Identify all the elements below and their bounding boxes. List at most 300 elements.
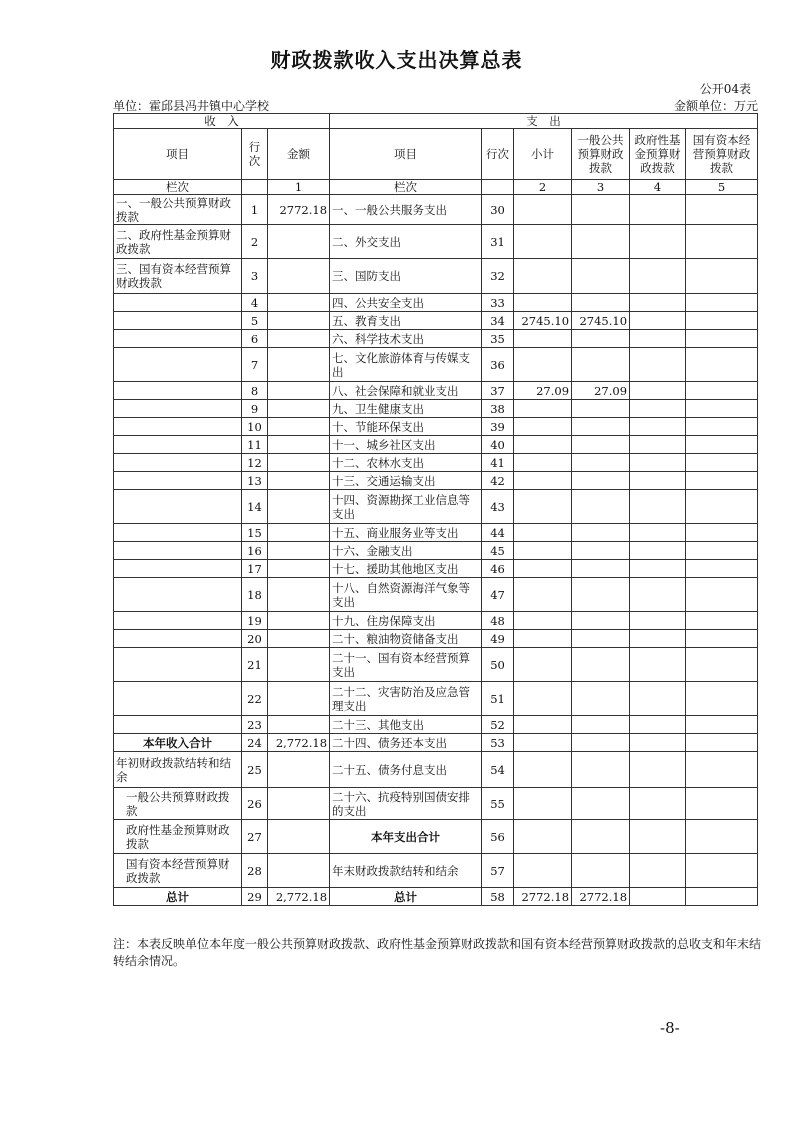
- income-line: 16: [242, 542, 268, 560]
- general-value: [572, 612, 630, 630]
- table-row: [114, 312, 758, 330]
- general-value: [572, 472, 630, 490]
- table-row: [114, 888, 758, 906]
- subtotal-value: [514, 854, 572, 888]
- expense-line: 50: [482, 648, 514, 682]
- income-line: 20: [242, 630, 268, 648]
- expense-item: 二十二、灾害防治及应急管理支出: [330, 682, 482, 716]
- page-title: 财政拨款收入支出决算总表: [270, 48, 523, 72]
- general-value: [572, 454, 630, 472]
- income-line: 13: [242, 472, 268, 490]
- expense-item: 五、教育支出: [330, 312, 482, 330]
- col-4: 4: [630, 180, 686, 195]
- expense-line: 35: [482, 330, 514, 348]
- page-number: -8-: [660, 1019, 680, 1037]
- general-value: [572, 259, 630, 294]
- header-amount: 金额: [268, 129, 330, 180]
- income-line: 19: [242, 612, 268, 630]
- fund-value: [630, 454, 686, 472]
- table-row: [114, 259, 758, 294]
- fund-value: [630, 752, 686, 788]
- income-amount: [268, 578, 330, 612]
- expense-item: 本年支出合计: [330, 820, 482, 854]
- income-amount: [268, 400, 330, 418]
- subtotal-value: [514, 436, 572, 454]
- col-1: 1: [268, 180, 330, 195]
- fund-value: [630, 542, 686, 560]
- fund-value: [630, 195, 686, 225]
- income-amount: [268, 436, 330, 454]
- income-item: [114, 348, 242, 382]
- general-value: [572, 225, 630, 259]
- income-line: 2: [242, 225, 268, 259]
- income-item: 本年收入合计: [114, 734, 242, 752]
- general-value: [572, 542, 630, 560]
- capital-value: [686, 888, 758, 906]
- expense-line: 52: [482, 716, 514, 734]
- subtotal-value: [514, 578, 572, 612]
- income-amount: [268, 454, 330, 472]
- expense-item: 八、社会保障和就业支出: [330, 382, 482, 400]
- expense-line: 56: [482, 820, 514, 854]
- expense-item: 十九、住房保障支出: [330, 612, 482, 630]
- subtotal-value: [514, 648, 572, 682]
- expense-item: 三、国防支出: [330, 259, 482, 294]
- income-line: 26: [242, 788, 268, 820]
- income-item: [114, 400, 242, 418]
- income-line: 10: [242, 418, 268, 436]
- capital-value: [686, 436, 758, 454]
- fund-value: [630, 330, 686, 348]
- table-row: [114, 682, 758, 716]
- col-empty: [242, 180, 268, 195]
- income-amount: [268, 560, 330, 578]
- income-item: [114, 612, 242, 630]
- general-value: [572, 716, 630, 734]
- income-item: [114, 418, 242, 436]
- table-row: [114, 542, 758, 560]
- income-item: [114, 542, 242, 560]
- subtotal-value: [514, 820, 572, 854]
- fund-value: [630, 820, 686, 854]
- income-item: 总计: [114, 888, 242, 906]
- subtotal-value: [514, 225, 572, 259]
- subtotal-value: [514, 348, 572, 382]
- expense-item: 一、一般公共服务支出: [330, 195, 482, 225]
- income-line: 1: [242, 195, 268, 225]
- income-item: [114, 524, 242, 542]
- capital-value: [686, 524, 758, 542]
- fund-value: [630, 348, 686, 382]
- table-row: [114, 734, 758, 752]
- subtotal-value: [514, 472, 572, 490]
- expense-line: 49: [482, 630, 514, 648]
- fund-value: [630, 472, 686, 490]
- expense-item: 十三、交通运输支出: [330, 472, 482, 490]
- expense-item: 十、节能环保支出: [330, 418, 482, 436]
- fund-value: [630, 788, 686, 820]
- expense-line: 55: [482, 788, 514, 820]
- subtotal-value: [514, 418, 572, 436]
- table-body: [114, 195, 758, 906]
- expense-line: 38: [482, 400, 514, 418]
- capital-value: [686, 578, 758, 612]
- fund-value: [630, 716, 686, 734]
- subtotal-value: [514, 524, 572, 542]
- income-line: 11: [242, 436, 268, 454]
- expense-line: 46: [482, 560, 514, 578]
- col-empty2: [482, 180, 514, 195]
- fund-value: [630, 225, 686, 259]
- income-item: [114, 472, 242, 490]
- header-fund: 政府性基金预算财政拨款: [630, 129, 686, 180]
- expense-line: 31: [482, 225, 514, 259]
- col-2: 2: [514, 180, 572, 195]
- income-amount: [268, 472, 330, 490]
- income-line: 5: [242, 312, 268, 330]
- income-line: 25: [242, 752, 268, 788]
- income-line: 14: [242, 490, 268, 524]
- expense-item: 七、文化旅游体育与传媒支出: [330, 348, 482, 382]
- fund-value: [630, 682, 686, 716]
- header-item2: 项目: [330, 129, 482, 180]
- general-value: [572, 560, 630, 578]
- capital-value: [686, 454, 758, 472]
- expense-line: 45: [482, 542, 514, 560]
- general-value: 2745.10: [572, 312, 630, 330]
- fund-value: [630, 418, 686, 436]
- fund-value: [630, 490, 686, 524]
- expense-item: 十四、资源勘探工业信息等支出: [330, 490, 482, 524]
- general-value: [572, 578, 630, 612]
- income-amount: [268, 630, 330, 648]
- income-line: 29: [242, 888, 268, 906]
- table-row: [114, 630, 758, 648]
- expense-item: 十一、城乡社区支出: [330, 436, 482, 454]
- expense-line: 53: [482, 734, 514, 752]
- expense-item: 二十四、债务还本支出: [330, 734, 482, 752]
- header-general: 一般公共预算财政拨款: [572, 129, 630, 180]
- income-item: 一、一般公共预算财政拨款: [114, 195, 242, 225]
- income-item: [114, 294, 242, 312]
- subtotal-value: [514, 788, 572, 820]
- expense-line: 33: [482, 294, 514, 312]
- fund-value: [630, 854, 686, 888]
- income-item: 二、政府性基金预算财政拨款: [114, 225, 242, 259]
- capital-value: [686, 330, 758, 348]
- general-value: [572, 195, 630, 225]
- expense-line: 30: [482, 195, 514, 225]
- income-amount: 2772.18: [268, 195, 330, 225]
- expense-item: 二十三、其他支出: [330, 716, 482, 734]
- subtotal-value: [514, 454, 572, 472]
- table-row: [114, 195, 758, 225]
- income-line: 17: [242, 560, 268, 578]
- table-row: [114, 382, 758, 400]
- fund-value: [630, 436, 686, 454]
- expense-item: 九、卫生健康支出: [330, 400, 482, 418]
- table-row: [114, 418, 758, 436]
- subtotal-value: [514, 259, 572, 294]
- expense-line: 51: [482, 682, 514, 716]
- fund-value: [630, 524, 686, 542]
- unit-label: 单位：霍邱县冯井镇中心学校: [113, 99, 270, 113]
- subtotal-value: [514, 294, 572, 312]
- general-value: [572, 820, 630, 854]
- expense-line: 47: [482, 578, 514, 612]
- capital-value: [686, 716, 758, 734]
- capital-value: [686, 542, 758, 560]
- table-row: [114, 560, 758, 578]
- general-value: 2772.18: [572, 888, 630, 906]
- income-amount: [268, 312, 330, 330]
- expense-item: 十八、自然资源海洋气象等支出: [330, 578, 482, 612]
- capital-value: [686, 225, 758, 259]
- header-item: 项目: [114, 129, 242, 180]
- general-value: [572, 788, 630, 820]
- col-3: 3: [572, 180, 630, 195]
- column-number-row: [114, 180, 758, 195]
- general-value: [572, 418, 630, 436]
- income-amount: [268, 788, 330, 820]
- subtotal-value: [514, 752, 572, 788]
- income-line: 22: [242, 682, 268, 716]
- income-item: 一般公共预算财政拨款: [114, 788, 242, 820]
- fund-value: [630, 259, 686, 294]
- table-row: [114, 330, 758, 348]
- table-row: [114, 820, 758, 854]
- fund-value: [630, 294, 686, 312]
- income-amount: [268, 348, 330, 382]
- capital-value: [686, 294, 758, 312]
- income-line: 12: [242, 454, 268, 472]
- fund-value: [630, 734, 686, 752]
- income-amount: [268, 382, 330, 400]
- capital-value: [686, 560, 758, 578]
- general-value: [572, 436, 630, 454]
- capital-value: [686, 820, 758, 854]
- income-item: [114, 578, 242, 612]
- income-line: 24: [242, 734, 268, 752]
- capital-value: [686, 382, 758, 400]
- table-row: [114, 436, 758, 454]
- income-item: [114, 454, 242, 472]
- income-amount: [268, 542, 330, 560]
- budget-summary-table: [113, 113, 758, 906]
- fund-value: [630, 560, 686, 578]
- capital-value: [686, 195, 758, 225]
- table-row: [114, 578, 758, 612]
- expense-line: 43: [482, 490, 514, 524]
- income-item: 政府性基金预算财政拨款: [114, 820, 242, 854]
- table-row: [114, 225, 758, 259]
- expense-line: 58: [482, 888, 514, 906]
- general-value: [572, 330, 630, 348]
- header-capital: 国有资本经营预算财政拨款: [686, 129, 758, 180]
- fund-value: [630, 382, 686, 400]
- income-amount: [268, 259, 330, 294]
- income-line: 7: [242, 348, 268, 382]
- income-item: [114, 682, 242, 716]
- fund-value: [630, 888, 686, 906]
- expense-line: 37: [482, 382, 514, 400]
- income-line: 8: [242, 382, 268, 400]
- subtotal-value: [514, 612, 572, 630]
- income-section-header: 收 入: [114, 114, 330, 129]
- general-value: 27.09: [572, 382, 630, 400]
- income-line: 3: [242, 259, 268, 294]
- income-amount: [268, 418, 330, 436]
- general-value: [572, 648, 630, 682]
- income-item: [114, 716, 242, 734]
- income-item: [114, 436, 242, 454]
- expense-line: 48: [482, 612, 514, 630]
- subtotal-value: [514, 542, 572, 560]
- expense-line: 34: [482, 312, 514, 330]
- capital-value: [686, 472, 758, 490]
- income-line: 27: [242, 820, 268, 854]
- capital-value: [686, 788, 758, 820]
- income-item: [114, 312, 242, 330]
- subtotal-value: [514, 682, 572, 716]
- general-value: [572, 734, 630, 752]
- capital-value: [686, 630, 758, 648]
- income-amount: 2,772.18: [268, 734, 330, 752]
- expense-item: 总计: [330, 888, 482, 906]
- income-item: [114, 560, 242, 578]
- income-item: 三、国有资本经营预算财政拨款: [114, 259, 242, 294]
- general-value: [572, 348, 630, 382]
- fund-value: [630, 578, 686, 612]
- subtotal-value: [514, 400, 572, 418]
- income-item: [114, 648, 242, 682]
- income-item: [114, 490, 242, 524]
- table-row: [114, 716, 758, 734]
- table-row: [114, 454, 758, 472]
- income-line: 21: [242, 648, 268, 682]
- table-row: [114, 854, 758, 888]
- expense-item: 二十六、抗疫特别国债安排的支出: [330, 788, 482, 820]
- capital-value: [686, 734, 758, 752]
- income-item: [114, 630, 242, 648]
- income-amount: [268, 820, 330, 854]
- header-line2: 行次: [482, 129, 514, 180]
- footnote: 注：本表反映单位本年度一般公共预算财政拨款、政府性基金预算财政拨款和国有资本经营预算财政拨款的总收支和年末结转结余情况。: [113, 937, 762, 968]
- capital-value: [686, 682, 758, 716]
- expense-item: 十五、商业服务业等支出: [330, 524, 482, 542]
- expense-item: 二十五、债务付息支出: [330, 752, 482, 788]
- header-subtotal: 小计: [514, 129, 572, 180]
- subtotal-value: 2745.10: [514, 312, 572, 330]
- general-value: [572, 524, 630, 542]
- general-value: [572, 294, 630, 312]
- expense-item: 二十、粮油物资储备支出: [330, 630, 482, 648]
- expense-line: 40: [482, 436, 514, 454]
- expense-line: 54: [482, 752, 514, 788]
- income-line: 18: [242, 578, 268, 612]
- capital-value: [686, 854, 758, 888]
- income-amount: [268, 330, 330, 348]
- income-amount: [268, 716, 330, 734]
- subtotal-value: [514, 490, 572, 524]
- capital-value: [686, 312, 758, 330]
- header-line: 行次: [242, 129, 268, 180]
- table-row: [114, 294, 758, 312]
- expense-line: 39: [482, 418, 514, 436]
- income-amount: 2,772.18: [268, 888, 330, 906]
- general-value: [572, 854, 630, 888]
- expense-item: 四、公共安全支出: [330, 294, 482, 312]
- subtotal-value: [514, 330, 572, 348]
- subtotal-value: [514, 716, 572, 734]
- capital-value: [686, 400, 758, 418]
- currency-unit-label: 金额单位：万元: [673, 99, 758, 113]
- fund-value: [630, 400, 686, 418]
- subtotal-value: [514, 734, 572, 752]
- col-label: 栏次: [114, 180, 242, 195]
- subtotal-value: 27.09: [514, 382, 572, 400]
- expense-item: 二十一、国有资本经营预算支出: [330, 648, 482, 682]
- expense-item: 年末财政拨款结转和结余: [330, 854, 482, 888]
- income-line: 9: [242, 400, 268, 418]
- fund-value: [630, 648, 686, 682]
- table-row: [114, 524, 758, 542]
- expense-line: 41: [482, 454, 514, 472]
- general-value: [572, 682, 630, 716]
- income-line: 28: [242, 854, 268, 888]
- section-header-row: [114, 114, 758, 129]
- expense-line: 32: [482, 259, 514, 294]
- income-amount: [268, 648, 330, 682]
- capital-value: [686, 490, 758, 524]
- expense-item: 十六、金融支出: [330, 542, 482, 560]
- income-amount: [268, 225, 330, 259]
- income-amount: [268, 612, 330, 630]
- general-value: [572, 490, 630, 524]
- form-number: 公开04表: [699, 82, 751, 96]
- table-row: [114, 400, 758, 418]
- income-item: [114, 382, 242, 400]
- column-header-row: [114, 129, 758, 180]
- expense-line: 36: [482, 348, 514, 382]
- subtotal-value: [514, 560, 572, 578]
- capital-value: [686, 418, 758, 436]
- table-row: [114, 648, 758, 682]
- subtotal-value: [514, 195, 572, 225]
- table-row: [114, 348, 758, 382]
- income-amount: [268, 854, 330, 888]
- fund-value: [630, 630, 686, 648]
- col-label2: 栏次: [330, 180, 482, 195]
- subtotal-value: [514, 630, 572, 648]
- fund-value: [630, 312, 686, 330]
- capital-value: [686, 648, 758, 682]
- income-item: [114, 330, 242, 348]
- income-amount: [268, 294, 330, 312]
- income-line: 23: [242, 716, 268, 734]
- col-5: 5: [686, 180, 758, 195]
- table-row: [114, 752, 758, 788]
- income-item: 国有资本经营预算财政拨款: [114, 854, 242, 888]
- general-value: [572, 630, 630, 648]
- expense-item: 二、外交支出: [330, 225, 482, 259]
- expense-item: 十二、农林水支出: [330, 454, 482, 472]
- expense-line: 44: [482, 524, 514, 542]
- general-value: [572, 752, 630, 788]
- expense-item: 十七、援助其他地区支出: [330, 560, 482, 578]
- income-line: 4: [242, 294, 268, 312]
- income-item: 年初财政拨款结转和结余: [114, 752, 242, 788]
